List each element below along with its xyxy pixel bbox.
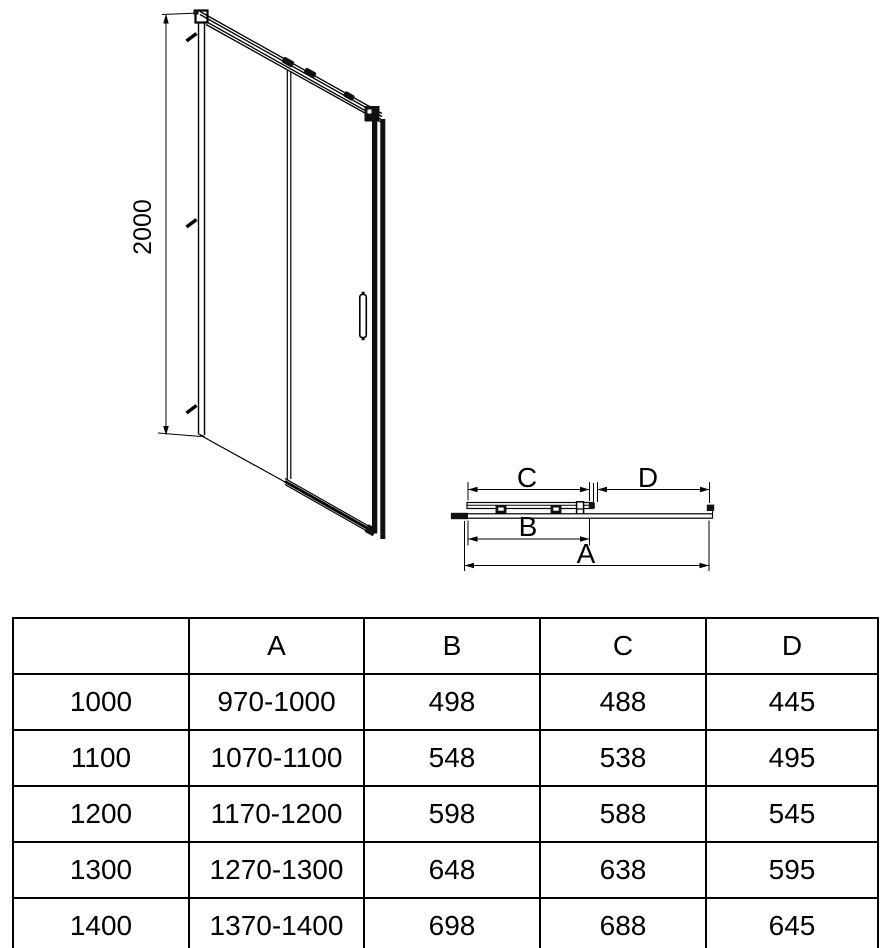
table-row [13,730,878,786]
cell-d: 445 [706,674,878,730]
cell-a: 1270-1300 [189,842,364,898]
arrow-right-icon [580,487,590,492]
wall-bracket-bottom [187,406,197,414]
front-view [129,10,385,540]
door-handle [360,292,367,340]
dim-a-label: A [576,538,596,569]
cell-b: 648 [364,842,540,898]
table-row [13,786,878,842]
arrow-left-icon [598,487,608,492]
cell-c: 588 [540,786,706,842]
cell-a: 1070-1100 [189,730,364,786]
cell-c: 688 [540,898,706,948]
arrow-left-icon [468,536,478,541]
cell-d: 645 [706,898,878,948]
header-cell-c: C [540,618,706,674]
left-wall-profile [187,10,208,437]
cell-size: 1300 [13,842,189,898]
cell-a: 1170-1200 [189,786,364,842]
cell-size: 1200 [13,786,189,842]
arrow-left-icon [465,563,475,568]
cell-a: 970-1000 [189,674,364,730]
table-row [13,842,878,898]
wall-profile-section [451,513,468,519]
right-door-profile [372,112,385,540]
wall-bracket-section [707,505,714,511]
height-label: 2000 [129,199,157,255]
arrow-up-icon [163,14,169,24]
size-table [12,617,879,948]
cell-b: 498 [364,674,540,730]
cell-b: 548 [364,730,540,786]
dim-c-label: C [516,462,538,493]
header-cell-a: A [189,618,364,674]
arrow-left-icon [468,487,478,492]
table-header-row [13,618,878,674]
header-cell-d: D [706,618,878,674]
fixed-panel-bottom-edge [200,435,286,483]
dimension-d [598,462,710,503]
cell-c: 488 [540,674,706,730]
arrow-right-icon [700,487,710,492]
header-cell-size [13,618,189,674]
dimension-c [468,462,594,502]
cell-size: 1100 [13,730,189,786]
dim-d-label: D [637,462,659,493]
bottom-rail [200,435,377,536]
table-row [13,674,878,730]
cell-b: 698 [364,898,540,948]
dimension-a [465,521,710,572]
cell-c: 638 [540,842,706,898]
table-row [13,898,878,948]
wall-bracket-middle [187,220,197,228]
track-end-cap [589,503,595,509]
cell-c: 538 [540,730,706,786]
header-cell-b: B [364,618,540,674]
panel-divider [287,70,291,481]
cell-b: 598 [364,786,540,842]
cell-d: 545 [706,786,878,842]
cell-d: 595 [706,842,878,898]
cell-a: 1370-1400 [189,898,364,948]
cell-size: 1400 [13,898,189,948]
arrow-right-icon [700,563,710,568]
dim-b-label: B [518,511,538,542]
cell-d: 495 [706,730,878,786]
plan-view [451,462,714,571]
wall-bracket-top [187,34,197,42]
cell-size: 1000 [13,674,189,730]
